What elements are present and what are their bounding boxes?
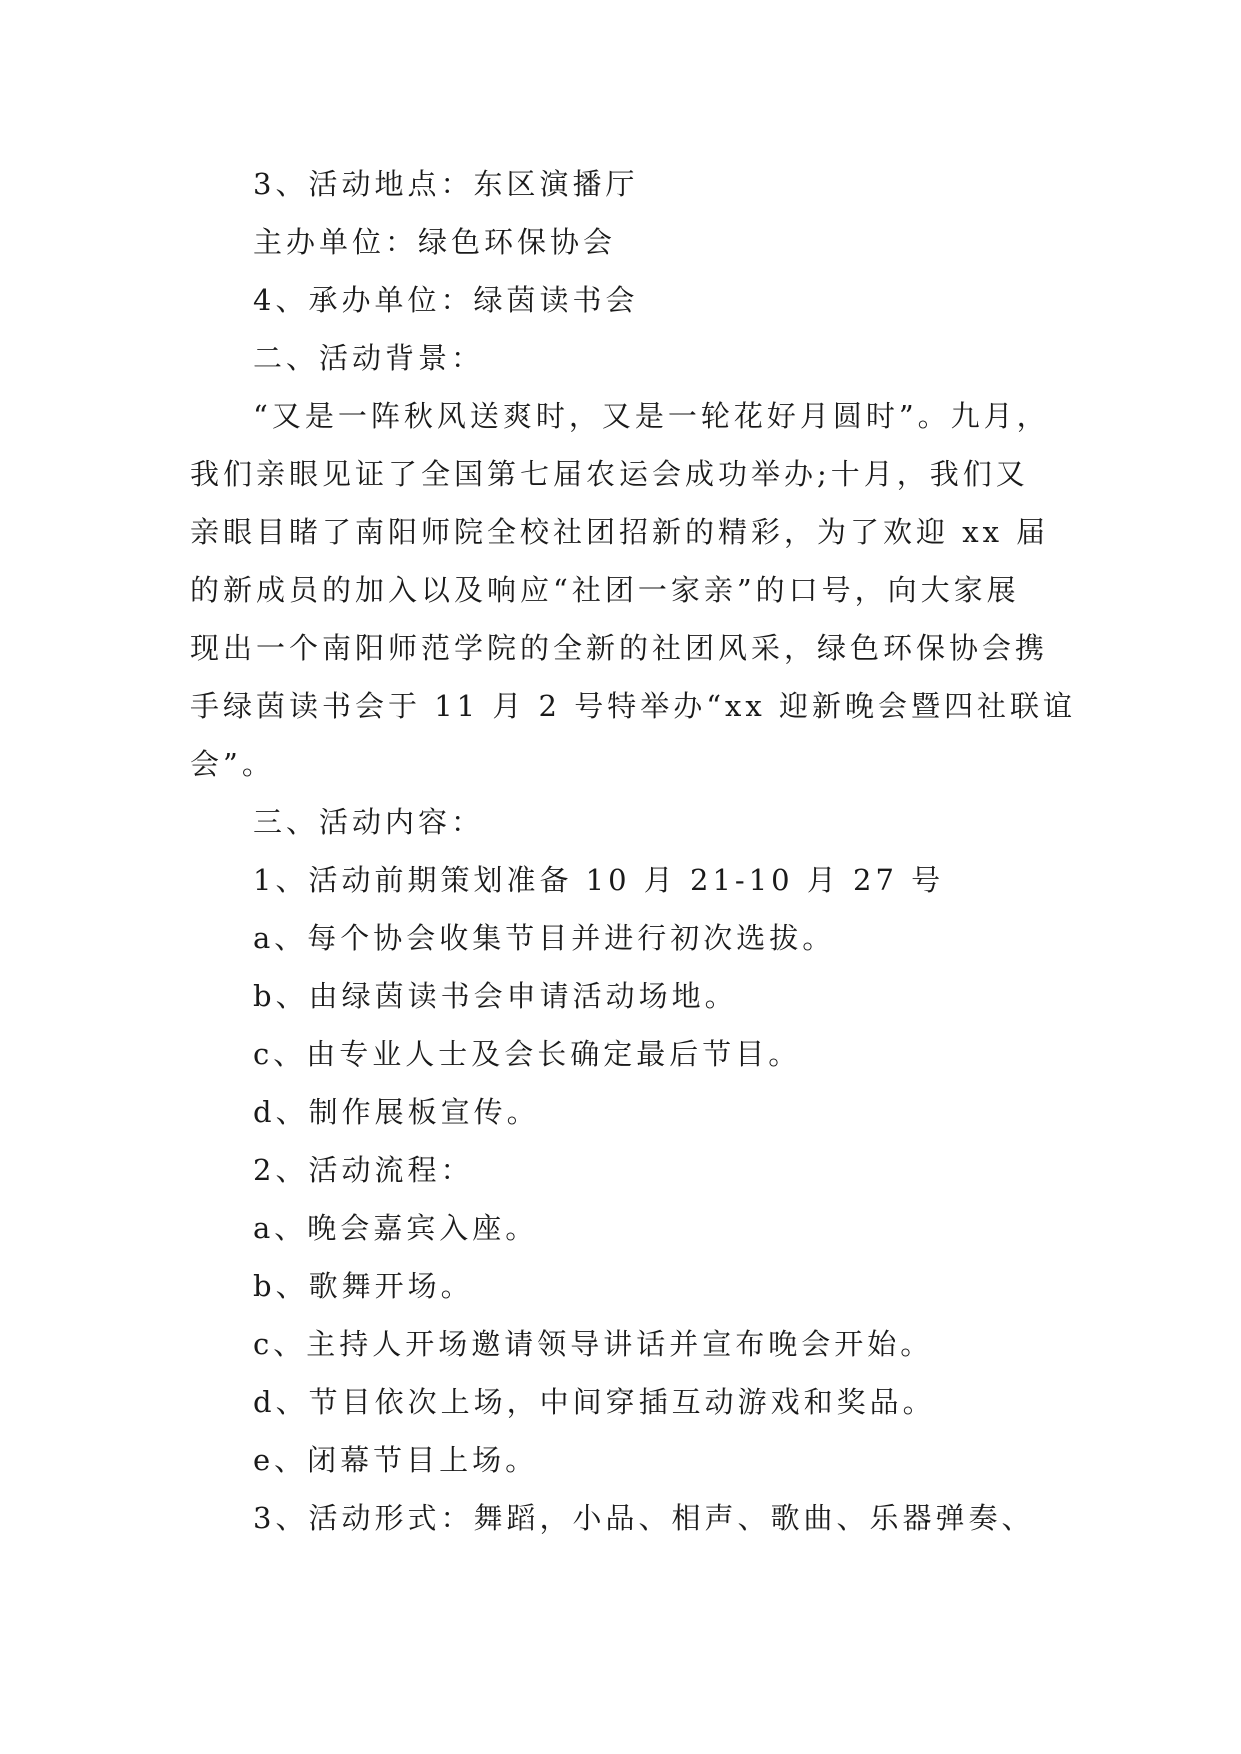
list-item: c、由专业人士及会长确定最后节目。 [253,1037,802,1071]
list-item: b、歌舞开场。 [253,1269,474,1303]
list-item: d、制作展板宣传。 [253,1095,540,1129]
paragraph-line: 会”。 [190,747,275,781]
list-item: d、节目依次上场，中间穿插互动游戏和奖品。 [253,1385,936,1419]
paragraph-line: 我们亲眼见证了全国第七届农运会成功举办;十月，我们又 [190,457,1029,491]
section-heading-content: 三、活动内容： [253,805,485,839]
paragraph-line: “又是一阵秋风送爽时，又是一轮花好月圆时”。九月， [253,399,1050,433]
list-item: 3、活动形式：舞蹈，小品、相声、歌曲、乐器弹奏、 [253,1501,1035,1535]
paragraph-line: 的新成员的加入以及响应“社团一家亲”的口号，向大家展 [190,573,1020,607]
paragraph-line: 亲眼目睹了南阳师院全校社团招新的精彩，为了欢迎 xx 届 [190,515,1050,549]
list-item: a、每个协会收集节目并进行初次选拔。 [253,921,836,955]
venue-line: 3、活动地点：东区演播厅 [253,167,639,201]
co-organizer-line: 4、承办单位：绿茵读书会 [253,283,639,317]
paragraph-line: 现出一个南阳师范学院的全新的社团风采，绿色环保协会携 [190,631,1049,665]
section-heading-background: 二、活动背景： [253,341,485,375]
background-paragraph [190,387,1076,793]
organizer-line: 主办单位：绿色环保协会 [253,225,617,259]
list-item: a、晚会嘉宾入座。 [253,1211,539,1245]
list-item: b、由绿茵读书会申请活动场地。 [253,979,738,1013]
list-item: e、闭幕节目上场。 [253,1443,539,1477]
list-item: c、主持人开场邀请领导讲话并宣布晚会开始。 [253,1327,934,1361]
paragraph-line: 手绿茵读书会于 11 月 2 号特举办“xx 迎新晚会暨四社联谊 [190,689,1076,723]
list-item: 2、活动流程： [253,1153,474,1187]
list-item: 1、活动前期策划准备 10 月 21-10 月 27 号 [253,863,945,897]
document-body [190,155,1076,1547]
